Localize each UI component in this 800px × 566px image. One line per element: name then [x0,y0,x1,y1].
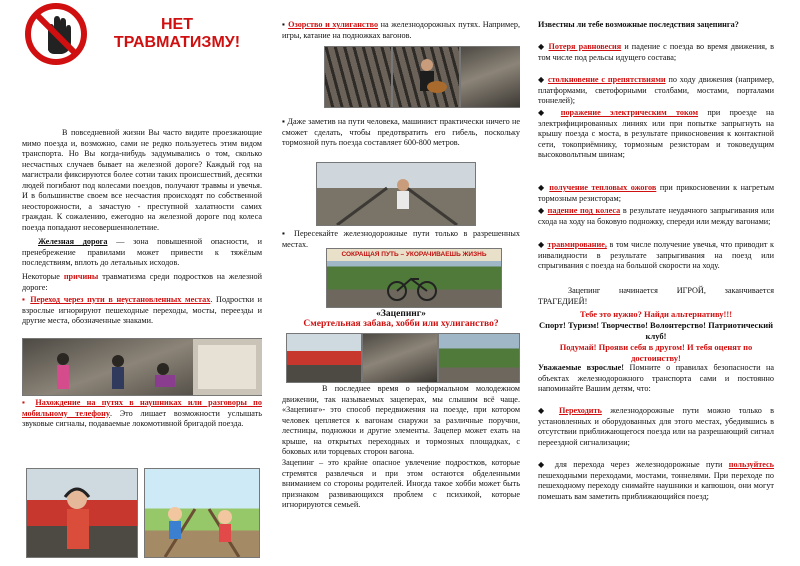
photo-girl-headphones [26,468,138,558]
consequence-5: ◆ падение под колеса в результате неудачного запрыгивания или схода на ходу на боковую подножку, спереди или между вагонами; [538,206,774,226]
bullet2-red: Нахождение на путях в наушниках или разговоры по мобильному телефону [22,398,262,418]
zacep-paragraph-2: Зацепинг – это крайне опасное увлечение подростков, которые стремятся развлечься и при этом остаются обделенными вниманием со стороны родителей. Иногда такое хобби может быть признаком развивающихся проблем с психикой, которые игнорируются семьей. [282,458,520,509]
rule1-red: Переходить [558,406,602,415]
zone-text: — зона повышенной опасности, и пренебрежение правилами может привести к тяжёлым последствиям, вплоть до летальных исходов. [22,237,262,267]
rule2-text: пешеходными переходами, мостами, тоннелями. При переходе по пешеходному переходу снимайте наушники и капюшон, они могут помешать вам заметить приближающийся поезд; [538,470,774,501]
column-left [22,0,262,566]
consequences-question: Известны ли тебе возможные последствия зацепинга? [538,20,739,29]
photo-train-surfers [286,333,362,383]
tragedy-line: Зацепинг начинается ИГРОЙ, заканчивается ТРАГЕДИЕЙ! [538,286,774,306]
photo-people-on-tracks [22,338,262,396]
stop-hand-icon [24,2,88,66]
cross-bullet: ▪ Пересекайте железнодорожные пути только в разрешенных местах. [282,229,520,249]
consequence-1: ◆ Потеря равновесия и падение с поезда во время движения, в том числе под рельсы идущего состава; [538,42,774,62]
think-line: Подумай! Прояви себя в другом! И тебя оценят по достоинству! [559,342,753,363]
adults-paragraph [538,363,774,395]
braking-bullet: ▪ Даже заметив на пути человека, машинист практически ничего не сможет сделать, чтобы предотвратить его гибель, поскольку тормозной путь поезда составляет 600-800 метров. [282,117,520,147]
column-middle [282,0,520,566]
c5-text: в результате неудачного запрыгивания или схода на ходу на боковую подножку, спереди или между вагонами; [538,206,774,226]
cause-bullet-1: ▪ Переход через пути в неустановленных местах. Подростки и взрослые игнорируют пешеходные переходы, мосты, переезды и другие места, обозначенные знаками. [22,295,262,325]
c2-text: по ходу движения (например, платформами, светофорными столбами, мостами, порталами тоннелей); [538,75,774,105]
title-line-2: ТРАВМАТИЗМУ! [113,34,241,51]
zone-paragraph [22,237,262,269]
zacep-title: «Зацепинг» [376,309,426,319]
banner-slogan: СОКРАЩАЯ ПУТЬ – УКОРАЧИВАЕШЬ ЖИЗНЬ [327,249,501,261]
mischief-red: Озорство и хулиганство [288,20,379,29]
page-title [102,16,252,52]
adults-bold: Уважаемые взрослые! [538,363,625,372]
zacep-paragraph-1: В последнее время о неформальном молодежном движении, так называемых зацеперах, мы слышим всё чаще. «Зацепинг»- это способ передвижения на поезде, при котором человек цепляется к вагонам снаружи за различные поручни, лестницы, подножки и другие элементы. Зацепер может ехать на крыше, на открытых переходных и тормозных площадках, с боковых или торцевых сторон вагона. [282,384,520,456]
c6-red: травмирование, [547,240,607,249]
c5-red: падение под колеса [547,206,621,215]
intro-paragraph: В повседневной жизни Вы часто видите проезжающие мимо поезда и, возможно, сами не редко пользуетесь этим видом транспорта. Но Вы когда-нибудь задумывались о том, сколько несчастных случаев бывает на железной дороге? Каждый год на магистрали фиксируются более сотни таких происшествий, десятки людей погибают под колесами поездов, получают травмы и увечья. И в большинстве своем все несчастия происходят по собственной неосторожности, а зачастую - преступной халатности самих граждан. К сожалению, ежегодно на железной дороге под колеса поезда попадают несовершеннолетние. [22,128,262,232]
photo-teens-on-tracks [460,46,520,108]
c4-text: при прикосновении к нагретым тормозным резисторам; [538,183,774,203]
column-right [538,0,774,566]
photo-boy-sitting-on-rails [316,162,476,226]
title-line-1: НЕТ [161,16,193,33]
rule-1: ◆ Переходить железнодорожные пути можно только в установленных и оборудованных для этого местах, убедившись в отсутствии приближающегося поезда или на разрешающий сигнал переездной сигнализации; [538,406,774,447]
mischief-bullet: ▪ Озорство и хулиганство на железнодорожных путях. Например, игры, катание на подножках вагонов. [282,20,520,40]
consequence-2: ◆ столкновение с препятствиями по ходу движения (например, платформами, светофорными столбами, мостами, порталами тоннелей); [538,75,774,105]
bullet2-text: . Это лишает возможности услышать звуковые сигналы, подаваемые локомотивной бригадой поезда. [22,408,262,428]
mischief-text: на железнодорожных путях. Например, игры, катание на подножках вагонов. [282,20,520,40]
consequence-6: ◆ травмирование, в том числе получение увечья, что приводит к инвалидности в результате запрыгивания на поезд или спрыгивания с поезда на большой скорости на ходу. [538,240,774,270]
bullet1-text: . Подростки и взрослые игнорируют пешеходные переходы, мосты, переезды и другие места, обозначенные знаками. [22,295,262,325]
rule-2: ◆ для перехода через железнодорожные пути пользуйтесь пешеходными переходами, мостами, тоннелями. При переходе по пешеходному переходу снимайте наушники и капюшон, они могут помешать вам заметить приближающийся поезд; [538,460,774,501]
rule2-pre: для перехода через железнодорожные пути [554,460,729,469]
consequence-4: ◆ получение тепловых ожогов при прикосновении к нагретым тормозным резисторам; [538,183,774,203]
c4-red: получение тепловых ожогов [549,183,657,192]
c1-text: и падение с поезда во время движения, в том числе под рельсы идущего состава; [538,42,774,62]
zacep-subtitle: Смертельная забава, хобби или хулиганство? [303,319,499,329]
causes-pre: Некоторые [22,272,64,281]
c6-text: в том числе получение увечья, что приводит к инвалидности в результате запрыгивания на поезд или спрыгивания с поезда на большой скорости на ходу. [538,240,774,270]
adults-text: Помните о правилах безопасности на объектах железнодорожного транспорта сами и постоянно напоминайте Вашим детям, что: [538,363,774,393]
photo-train-green [438,333,520,383]
photo-cartoon-kids [144,468,260,558]
photo-platform-person [362,333,438,383]
c1-red: Потеря равновесия [548,42,622,51]
bullet1-red: Переход через пути в неустановленных местах [30,295,211,304]
c3-red: поражение электрическим током [560,108,699,117]
consequence-3: ◆ поражение электрическим током при проезде на электрифицированных линиях или при попытке запрыгнуть на крышу поезда с моста, в результате прикосновения к контактной сети, токоприёмнику, тормозным резисторам и токоведущим высоковольтным шинам; [538,108,774,159]
photo-bicycle-on-tracks [326,248,502,308]
causes-red: причины [63,272,99,281]
causes-post: травматизма среди подростков на железной дороге: [22,272,262,292]
rule2-red: пользуйтесь [728,460,774,469]
braking-text: Даже заметив на пути человека, машинист практически ничего не сможет сделать, чтобы предотвратить его гибель, поскольку тормозной путь поезда составляет 600-800 метров. [282,117,520,147]
alternative-line: Тебе это нужно? Найди альтернативу!!! [579,309,733,319]
photo-guitar-on-rails [392,46,460,108]
photo-lying-on-rails [324,46,392,108]
c3-text: при проезде на электрифицированных линиях или при попытке запрыгнуть на крышу поезда с моста, в результате прикосновения к контактной сети, токоприёмнику, тормозным резисторам и токоведущим высоковольтным шинам; [538,108,774,159]
zone-bold: Железная дорога [38,237,108,246]
cause-bullet-2: ▪ Нахождение на путях в наушниках или разговоры по мобильному телефону. Это лишает возможности услышать звуковые сигналы, подаваемые локомотивной бригадой поезда. [22,398,262,428]
causes-paragraph [22,272,262,293]
cross-text: Пересекайте железнодорожные пути только в разрешенных местах. [282,229,520,249]
c2-red: столкновение с препятствиями [547,75,666,84]
rule1-text: железнодорожные пути можно только в установленных и оборудованных для этого местах, убедившись в отсутствии приближающегося поезда или на разрешающий сигнал переездной сигнализации; [538,406,774,447]
activities-line: Спорт! Туризм! Творчество! Волонтерство! Патриотический клуб! [538,320,774,341]
